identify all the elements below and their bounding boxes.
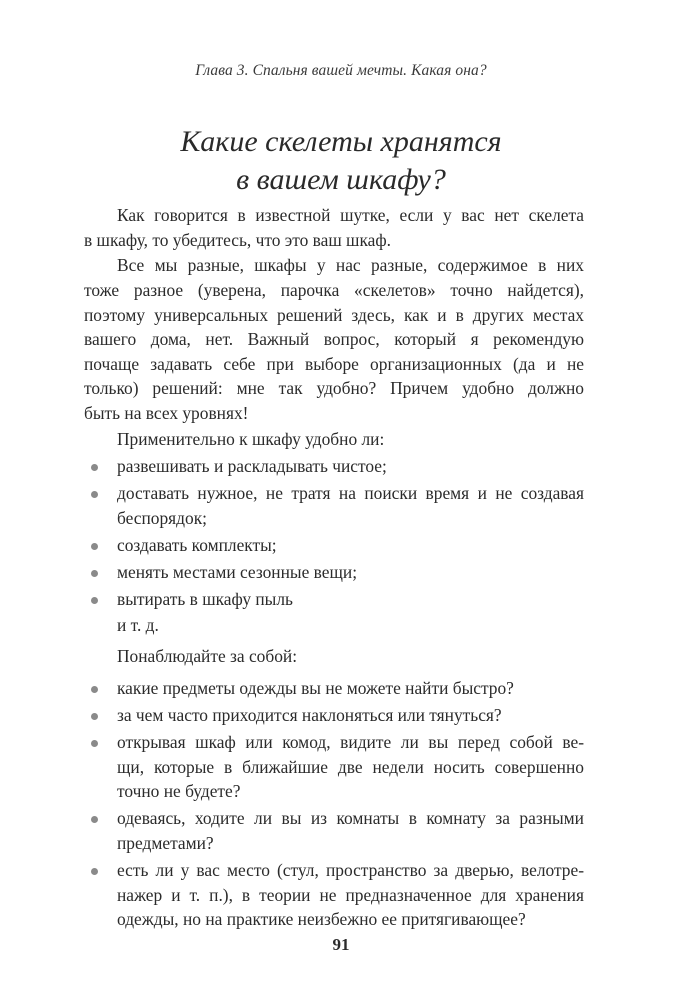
text-line: поэтому универсальных решений здесь, как и в других местах	[84, 304, 584, 325]
text-line: быть на всех уровнях!	[84, 402, 249, 423]
text-line: почаще задавать себе при выборе организационных (да и не	[84, 353, 584, 374]
list-item	[84, 806, 584, 855]
text-line: Все мы разные, шкафы у нас разные, содержимое в них	[117, 255, 584, 276]
page-body	[84, 203, 584, 932]
section-title-line-1: Какие скелеты хранятся	[180, 125, 502, 158]
text-line: Применительно к шкафу удобно ли:	[117, 428, 385, 449]
list-item-text: точно не будете?	[117, 781, 241, 802]
list-item-text: доставать нужное, не тратя на поиски время и не создавая	[117, 482, 584, 503]
text-line: в шкафу, то убедитесь, что это ваш шкаф.	[84, 229, 391, 250]
list-item-text: какие предметы одежды вы не можете найти быстро?	[117, 677, 514, 698]
bullet-icon	[91, 570, 98, 577]
list-item	[84, 533, 584, 558]
bullet-icon	[91, 464, 98, 471]
paragraph-convenient	[84, 427, 584, 452]
text-line: тоже разное (уверена, парочка «скелетов» точно найдется),	[84, 279, 584, 300]
list-item-text: открывая шкаф или комод, видите ли вы перед собой ве-	[117, 731, 584, 752]
list-item	[84, 858, 584, 932]
list-item	[84, 587, 584, 612]
section-title-line-2: в вашем шкафу?	[236, 163, 446, 196]
text-line: вашего дома, нет. Важный вопрос, который я рекомендую	[84, 329, 584, 350]
paragraph-observe	[84, 644, 584, 669]
list-item	[84, 703, 584, 728]
list-item	[84, 454, 584, 479]
paragraph-joke	[84, 203, 584, 252]
list-item-text: есть ли у вас место (стул, пространство за дверью, велотре-	[117, 859, 584, 880]
list-item-text: одежды, но на практике неизбежно ее притягивающее?	[117, 909, 526, 930]
list-item-text: создавать комплекты;	[117, 534, 277, 555]
bullet-icon	[91, 543, 98, 550]
bullet-icon	[91, 740, 98, 747]
list-item-text: развешивать и раскладывать чистое;	[117, 455, 387, 476]
bullet-icon	[91, 713, 98, 720]
list-item	[84, 560, 584, 585]
list-item	[84, 481, 584, 530]
list-item-text: беспорядок;	[117, 507, 208, 528]
list-item-text: нажер и т. п.), в теории не предназначенное для хранения	[117, 884, 584, 905]
list-item-text: за чем часто приходится наклоняться или тянуться?	[117, 704, 502, 725]
list-item-text: вытирать в шкафу пыль	[117, 588, 293, 609]
section-title	[0, 123, 682, 199]
running-head: Глава 3. Спальня вашей мечты. Какая она?	[195, 62, 487, 79]
list-item	[84, 730, 584, 804]
bullet-icon	[91, 686, 98, 693]
list-item	[84, 676, 584, 701]
paragraph-everyone-different	[84, 253, 584, 425]
list-item-text: одеваясь, ходите ли вы из комнаты в комнату за разными	[117, 808, 584, 829]
list-item-text: менять местами сезонные вещи;	[117, 561, 358, 582]
bullet-icon	[91, 816, 98, 823]
text-line: Понаблюдайте за собой:	[117, 646, 298, 667]
page-number: 91	[332, 935, 350, 954]
list-item-text: предметами?	[117, 832, 214, 853]
etc-text: и т. д.	[117, 614, 159, 635]
bullet-list-convenience	[84, 454, 584, 637]
bullet-icon	[91, 597, 98, 604]
text-line: только) решений: мне так удобно? Причем удобно должно	[84, 378, 584, 399]
list-item-text: щи, которые в ближайшие две недели носить совершенно	[117, 756, 584, 777]
text-line: Как говорится в известной шутке, если у вас нет скелета	[117, 205, 584, 225]
bullet-icon	[91, 868, 98, 875]
bullet-icon	[91, 491, 98, 498]
bullet-list-questions	[84, 676, 584, 932]
